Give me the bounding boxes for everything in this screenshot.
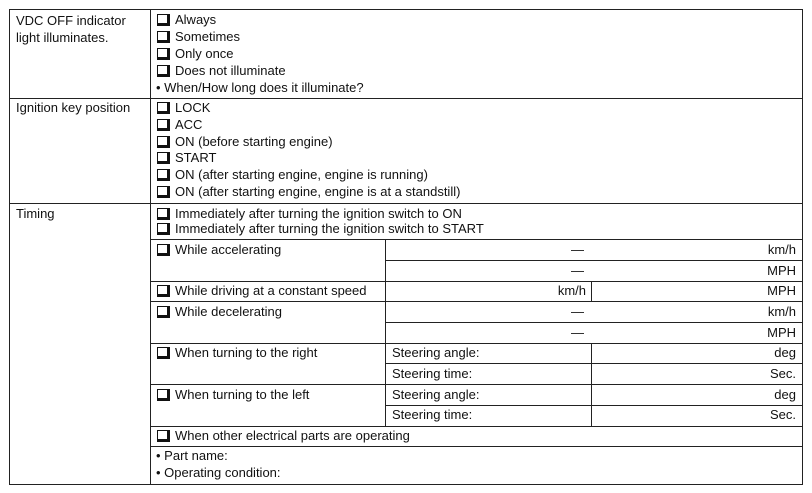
timing-option-immediate-start[interactable]: Immediately after turning the ignition switch to START (157, 221, 484, 237)
left-steering-angle-unit: deg (774, 387, 796, 402)
divider-accelerating-top (150, 239, 803, 240)
right-steering-angle-label: Steering angle: (392, 345, 480, 360)
timing-option-electrical-parts[interactable]: When other electrical parts are operating (157, 428, 410, 444)
ignition-option-start[interactable]: START (157, 150, 216, 166)
timing-label: Timing (16, 206, 55, 221)
checkbox-icon[interactable] (157, 136, 170, 148)
checkbox-icon[interactable] (157, 389, 170, 401)
left-steering-time-label: Steering time: (392, 407, 473, 422)
right-steering-time-label: Steering time: (392, 366, 473, 381)
divider-electrical-top (150, 426, 803, 427)
timing-option-constant-speed[interactable]: While driving at a constant speed (157, 283, 367, 299)
table-border-top (9, 9, 803, 10)
decelerating-kmh-dash: — (571, 304, 584, 319)
left-steering-time-unit: Sec. (769, 407, 796, 422)
timing-option-accelerating[interactable]: While accelerating (157, 242, 281, 258)
divider-right-top (150, 343, 803, 344)
electrical-operating-condition: • Operating condition: (156, 465, 281, 480)
row-divider-ignition (9, 203, 803, 204)
checkbox-icon[interactable] (157, 347, 170, 359)
checkbox-icon[interactable] (157, 48, 170, 60)
accelerating-kmh-dash: — (571, 242, 584, 257)
checkbox-icon[interactable] (157, 223, 170, 235)
ignition-option-lock[interactable]: LOCK (157, 100, 210, 116)
table-border-left (9, 9, 10, 485)
constant-mph-unit: MPH (767, 283, 796, 298)
table-border-right (802, 9, 803, 485)
ignition-label: Ignition key position (16, 100, 131, 115)
checkbox-icon[interactable] (157, 119, 170, 131)
checkbox-icon[interactable] (157, 65, 170, 77)
checkbox-icon[interactable] (157, 430, 170, 442)
divider-left-sub (385, 405, 803, 406)
ignition-option-on-standstill[interactable]: ON (after starting engine, engine is at a standstill) (157, 184, 460, 200)
checkbox-icon[interactable] (157, 306, 170, 318)
ignition-option-on-before[interactable]: ON (before starting engine) (157, 134, 333, 150)
timing-option-turning-left[interactable]: When turning to the left (157, 387, 309, 403)
checkbox-icon[interactable] (157, 152, 170, 164)
right-steering-time-unit: Sec. (769, 366, 796, 381)
decelerating-mph-unit: MPH (767, 325, 796, 340)
vdc-note: • When/How long does it illuminate? (156, 80, 364, 95)
divider-constant-top (150, 281, 803, 282)
vdc-option-does-not-illuminate[interactable]: Does not illuminate (157, 63, 286, 79)
divider-electrical-sub (150, 446, 803, 447)
vdc-label: VDC OFF indicator light illuminates. (16, 13, 126, 45)
decelerating-kmh-unit: km/h (767, 304, 796, 319)
accelerating-kmh-unit: km/h (767, 242, 796, 257)
constant-kmh-unit: km/h (557, 283, 586, 298)
timing-option-decelerating[interactable]: While decelerating (157, 304, 282, 320)
vdc-option-only-once[interactable]: Only once (157, 46, 234, 62)
divider-left-top (150, 384, 803, 385)
checkbox-icon[interactable] (157, 186, 170, 198)
accelerating-mph-unit: MPH (767, 263, 796, 278)
checkbox-icon[interactable] (157, 14, 170, 26)
electrical-part-name: • Part name: (156, 448, 228, 463)
divider-decel-sub (385, 322, 803, 323)
right-steering-angle-unit: deg (774, 345, 796, 360)
checkbox-icon[interactable] (157, 31, 170, 43)
checkbox-icon[interactable] (157, 208, 170, 220)
checkbox-icon[interactable] (157, 244, 170, 256)
table-border-bottom (9, 484, 803, 485)
checkbox-icon[interactable] (157, 169, 170, 181)
ignition-option-acc[interactable]: ACC (157, 117, 202, 133)
divider-right-sub (385, 363, 803, 364)
vdc-option-sometimes[interactable]: Sometimes (157, 29, 240, 45)
timing-option-turning-right[interactable]: When turning to the right (157, 345, 317, 361)
speed-column-divider (385, 239, 386, 426)
constant-unit-divider (591, 281, 592, 301)
decelerating-mph-dash: — (571, 325, 584, 340)
checkbox-icon[interactable] (157, 102, 170, 114)
accelerating-mph-dash: — (571, 263, 584, 278)
label-column-divider (150, 9, 151, 485)
divider-accel-sub (385, 260, 803, 261)
timing-option-immediate-on[interactable]: Immediately after turning the ignition switch to ON (157, 206, 462, 222)
checkbox-icon[interactable] (157, 285, 170, 297)
row-divider-vdc (9, 98, 803, 99)
vdc-option-always[interactable]: Always (157, 12, 216, 28)
divider-decel-top (150, 301, 803, 302)
ignition-option-on-running[interactable]: ON (after starting engine, engine is running) (157, 167, 428, 183)
left-steering-angle-label: Steering angle: (392, 387, 480, 402)
